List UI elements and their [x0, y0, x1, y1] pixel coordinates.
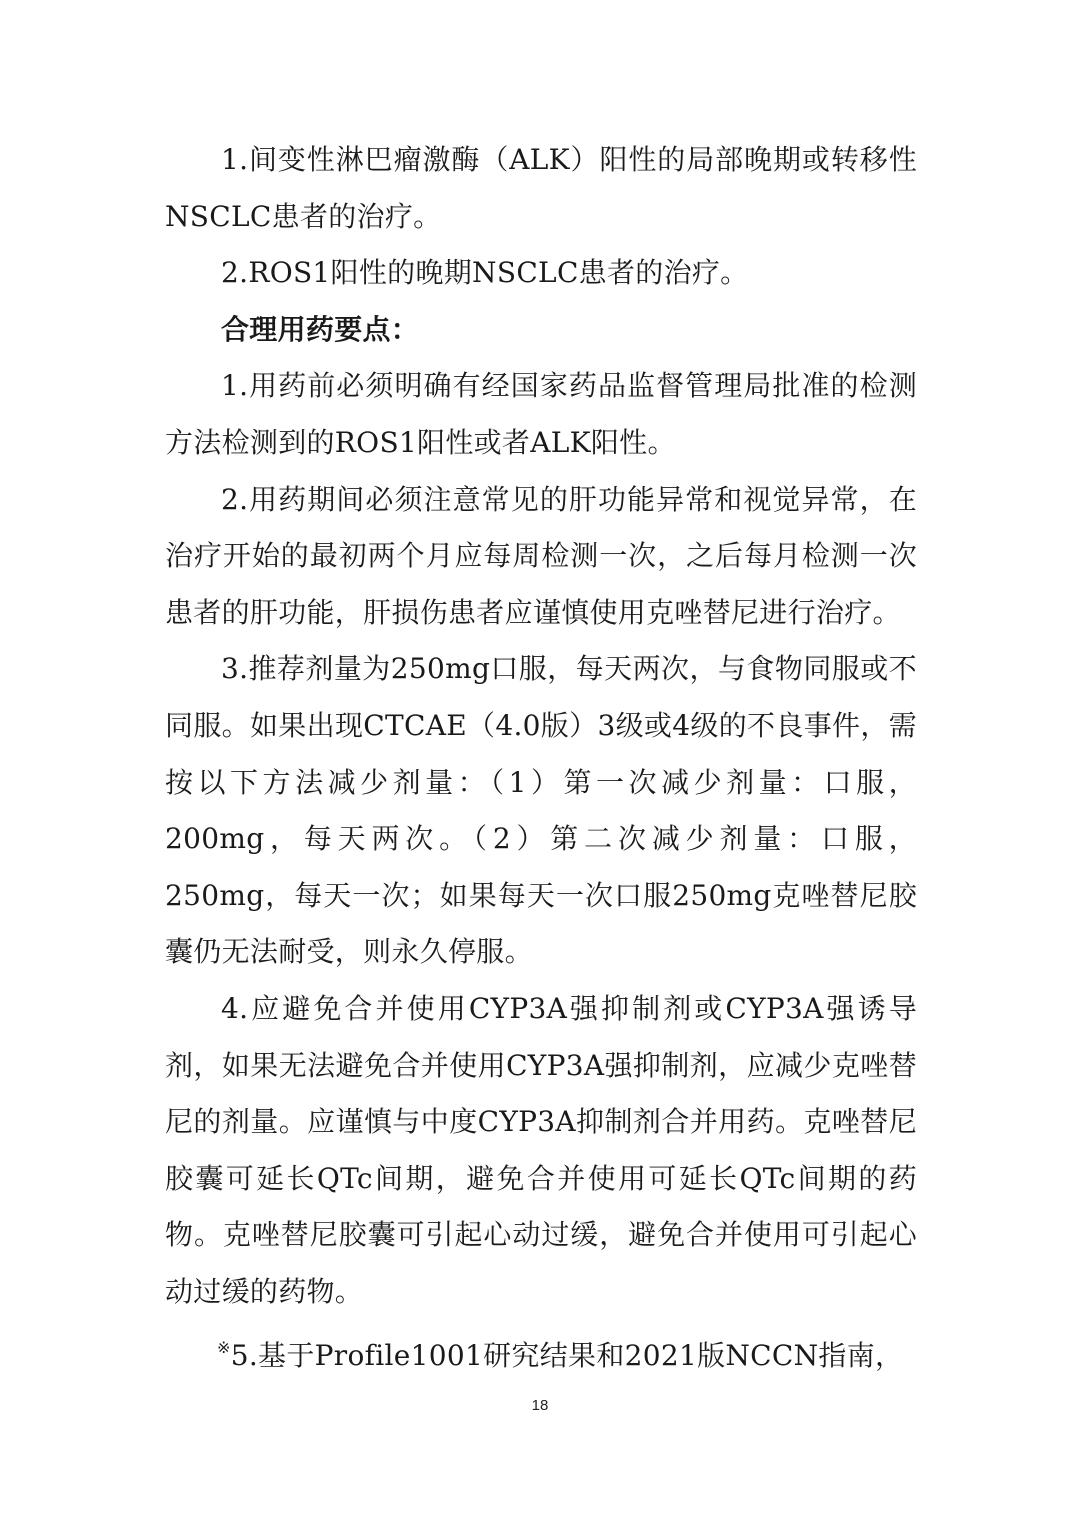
point-3: 3.推荐剂量为250mg口服，每天两次，与食物同服或不同服。如果出现CTCAE（4.0版）3级或4级的不良事件，需按以下方法减少剂量：（1）第一次减少剂量：口服，200mg，每天两次。（2）第二次减少剂量：口服，250mg，每天一次；如果每天一次口服250mg克唑替尼胶囊仍无法耐受，则永久停服。 [165, 652, 917, 969]
page-body [165, 132, 917, 1385]
point-4: 4.应避免合并使用CYP3A强抑制剂或CYP3A强诱导剂，如果无法避免合并使用CYP3A强抑制剂，应减少克唑替尼的剂量。应谨慎与中度CYP3A抑制剂合并用药。克唑替尼胶囊可延长QTc间期，避免合并使用可延长QTc间期的药物。克唑替尼胶囊可引起心动过缓，避免合并使用可引起心动过缓的药物。 [165, 991, 917, 1308]
point-5 [165, 1320, 917, 1385]
point-1: 1.用药前必须明确有经国家药品监督管理局批准的检测方法检测到的ROS1阳性或者ALK阳性。 [165, 369, 917, 459]
indication-2: 2.ROS1阳性的晚期NSCLC患者的治疗。 [221, 256, 749, 290]
indication-1: 1.间变性淋巴瘤激酶（ALK）阳性的局部晚期或转移性NSCLC患者的治疗。 [165, 143, 917, 233]
page-number: 18 [531, 1397, 549, 1414]
footnote-mark: ※ [217, 1338, 231, 1358]
point-5-text: 5.基于Profile1001研究结果和2021版NCCN指南， [230, 1339, 904, 1373]
point-2: 2.用药期间必须注意常见的肝功能异常和视觉异常，在治疗开始的最初两个月应每周检测一次，之后每月检测一次患者的肝功能，肝损伤患者应谨慎使用克唑替尼进行治疗。 [165, 482, 917, 629]
section-heading: 合理用药要点： [221, 312, 420, 346]
